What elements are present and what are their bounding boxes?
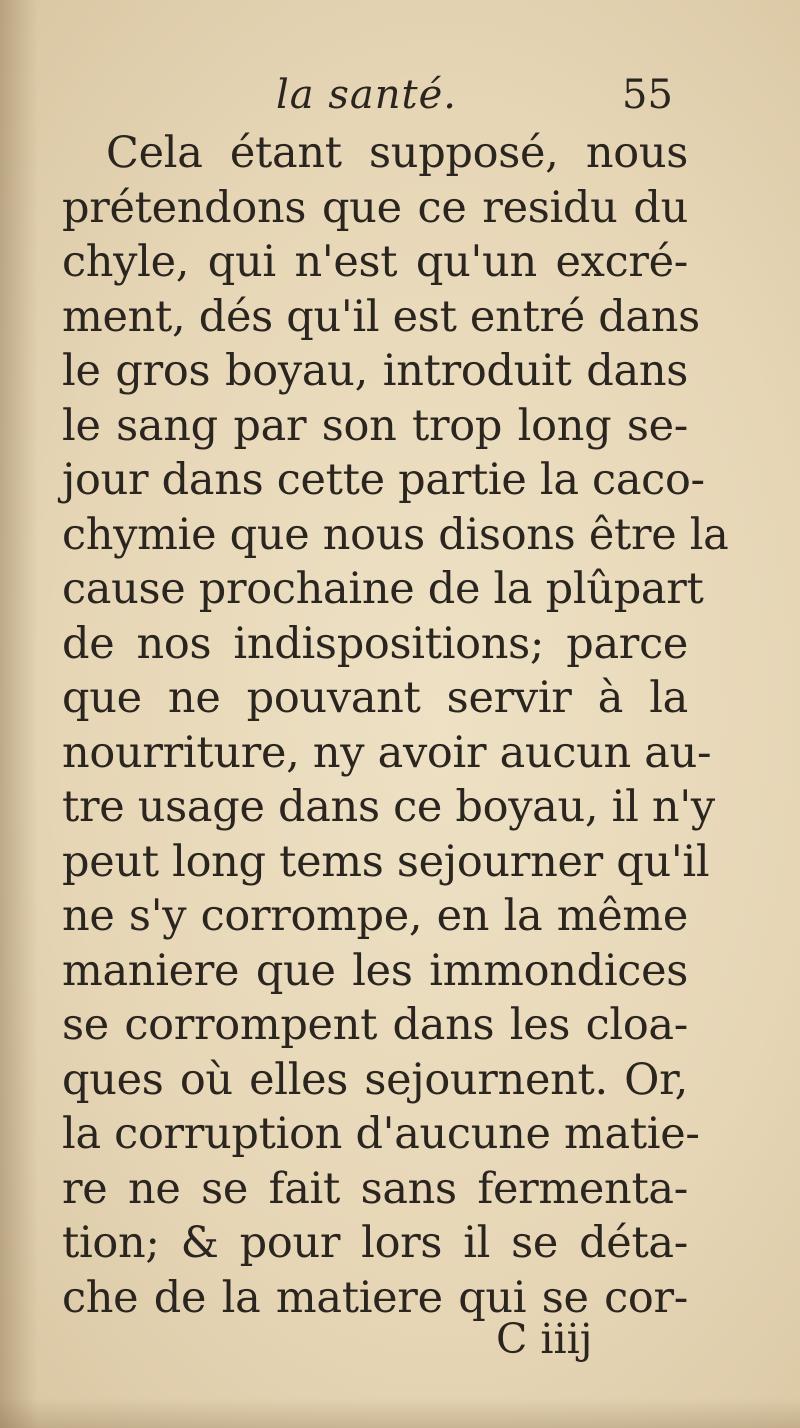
page-header xyxy=(0,66,800,126)
text-line: chyle, qui n'est qu'un excré- xyxy=(62,237,688,287)
page-number: 55 xyxy=(622,72,673,118)
running-head: la santé. xyxy=(276,72,457,118)
text-line: tion; & pour lors il se déta- xyxy=(62,1218,688,1268)
text-line: ment, dés qu'il est entré dans xyxy=(62,291,700,342)
text-line: ne s'y corrompe, en la même xyxy=(62,891,688,941)
text-line: la corruption d'aucune matie- xyxy=(62,1109,700,1159)
text-line: chymie que nous disons être la xyxy=(62,509,729,560)
text-line: tre usage dans ce boyau, il n'y xyxy=(62,782,715,832)
text-line: che de la matiere qui se cor- xyxy=(62,1272,688,1323)
text-line: prétendons que ce residu du xyxy=(62,182,688,233)
gutter-shadow xyxy=(0,0,38,1428)
text-line: ques où elles sejournent. Or, xyxy=(62,1054,688,1105)
page-edge-shadow xyxy=(0,1398,800,1428)
text-line: cause prochaine de la plûpart xyxy=(62,564,704,614)
text-line: le gros boyau, introduit dans xyxy=(62,346,688,396)
text-line: de nos indispositions; parce xyxy=(62,618,688,669)
text-line: re ne se fait sans fermenta- xyxy=(62,1163,688,1214)
text-line: jour dans cette partie la caco- xyxy=(62,455,705,505)
catchword-signature: C iiij xyxy=(496,1315,593,1363)
text-line: nourriture, ny avoir aucun au- xyxy=(62,727,712,778)
text-line: que ne pouvant servir à la xyxy=(62,673,688,723)
text-line: maniere que les immondices xyxy=(62,945,688,996)
body-text xyxy=(62,126,729,1325)
text-line: le sang par son trop long se- xyxy=(62,400,688,451)
text-line: peut long tems sejourner qu'il xyxy=(62,836,710,887)
text-line: Cela étant supposé, nous xyxy=(106,128,688,178)
text-line: se corrompent dans les cloa- xyxy=(62,1000,688,1050)
